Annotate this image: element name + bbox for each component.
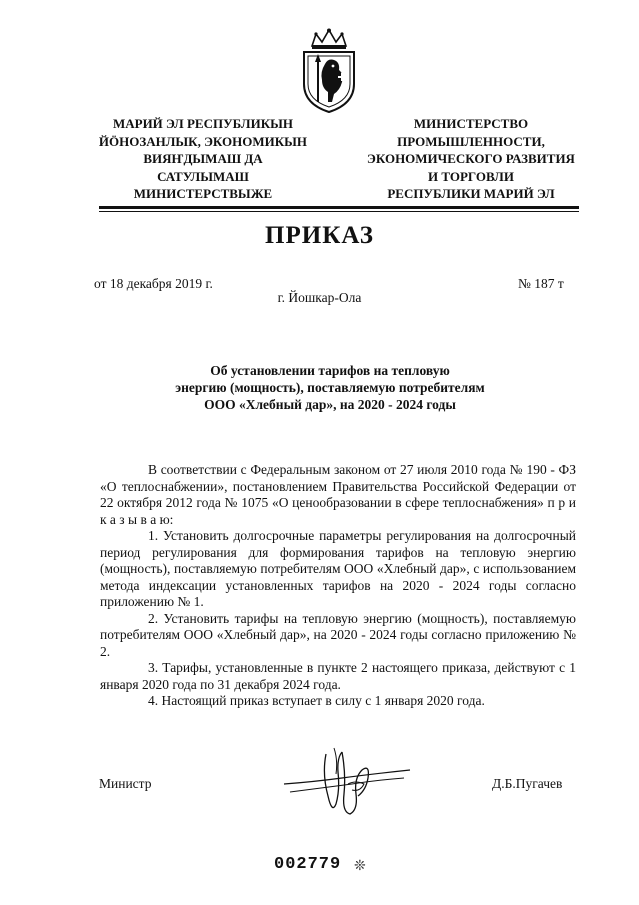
body-paragraph-item-2: 2. Установить тарифы на тепловую энергию (мощность), поставляемую потребителям ООО «Хлебный дар», на 2020 - 2024 годы согласно приложению № 2. <box>100 610 576 659</box>
signatory-position: Министр <box>99 776 152 791</box>
header-left-line: МАРИЙ ЭЛ РЕСПУБЛИКЫН <box>112 116 294 131</box>
header-left-line: САТУЛЫМАШ <box>157 168 249 184</box>
order-date: от 18 декабря 2019 г. <box>94 276 213 291</box>
header-left-line: МИНИСТЕРСТВЫЖЕ <box>133 186 273 201</box>
subject-line: ООО «Хлебный дар», на 2020 - 2024 годы <box>204 397 456 412</box>
signatory-name: Д.Б.Пугачев <box>492 776 563 791</box>
header-left-line: ВИЯҤДЫМАШ ДА <box>143 151 263 166</box>
order-subject <box>120 362 540 413</box>
header-right-line: МИНИСТЕРСТВО <box>413 116 529 131</box>
coat-of-arms-icon <box>298 28 360 114</box>
document-serial-number: 002779 <box>274 855 342 874</box>
body-paragraph-preamble: В соответствии с Федеральным законом от 27 июля 2010 года № 190 - ФЗ «О теплоснабжении», постановлением Правительства Российской Федерации от 22 октября 2012 года № 1075 «О ценообразовании в сфере теплоснабжения» п р и к а з ы в а ю: <box>100 462 576 527</box>
header-right-line: И ТОРГОВЛИ <box>428 168 514 184</box>
subject-line: Об установлении тарифов на тепловую <box>210 363 450 378</box>
order-number: № 187 т <box>518 276 564 291</box>
header-left-mari <box>92 115 314 203</box>
order-city: г. Йошкар-Ола <box>277 290 362 305</box>
handwritten-signature-icon <box>282 744 412 822</box>
header-right-line: ЭКОНОМИЧЕСКОГО РАЗВИТИЯ <box>367 151 575 166</box>
body-paragraph-item-1: 1. Установить долгосрочные параметры регулирования на долгосрочный период регулирования для формирования тарифов на тепловую энергию (мощность), поставляемую потребителям ООО «Хлебный дар», с использованием метода индексации установленных тарифов на 2020 - 2024 годы согласно приложению № 1. <box>100 528 576 609</box>
body-paragraph-item-3: 3. Тарифы, установленные в пункте 2 настоящего приказа, действуют с 1 января 2020 года по 31 декабря 2024 года. <box>100 660 576 692</box>
header-left-line: ЙӦНОЗАНЛЫК, ЭКОНОМИКЫН <box>98 133 308 149</box>
document-title: ПРИКАЗ <box>265 222 374 249</box>
header-right-line: РЕСПУБЛИКИ МАРИЙ ЭЛ <box>387 186 555 201</box>
subject-line: энергию (мощность), поставляемую потребителям <box>175 380 485 395</box>
header-right-russian <box>350 115 592 203</box>
serial-ornament-icon: ❊ <box>354 859 366 874</box>
header-divider-thin <box>99 211 579 212</box>
body-paragraph-item-4: 4. Настоящий приказ вступает в силу с 1 января 2020 года. <box>148 693 485 708</box>
order-body <box>100 462 576 710</box>
header-divider-thick <box>99 206 579 209</box>
header-right-line: ПРОМЫШЛЕННОСТИ, <box>397 133 545 149</box>
